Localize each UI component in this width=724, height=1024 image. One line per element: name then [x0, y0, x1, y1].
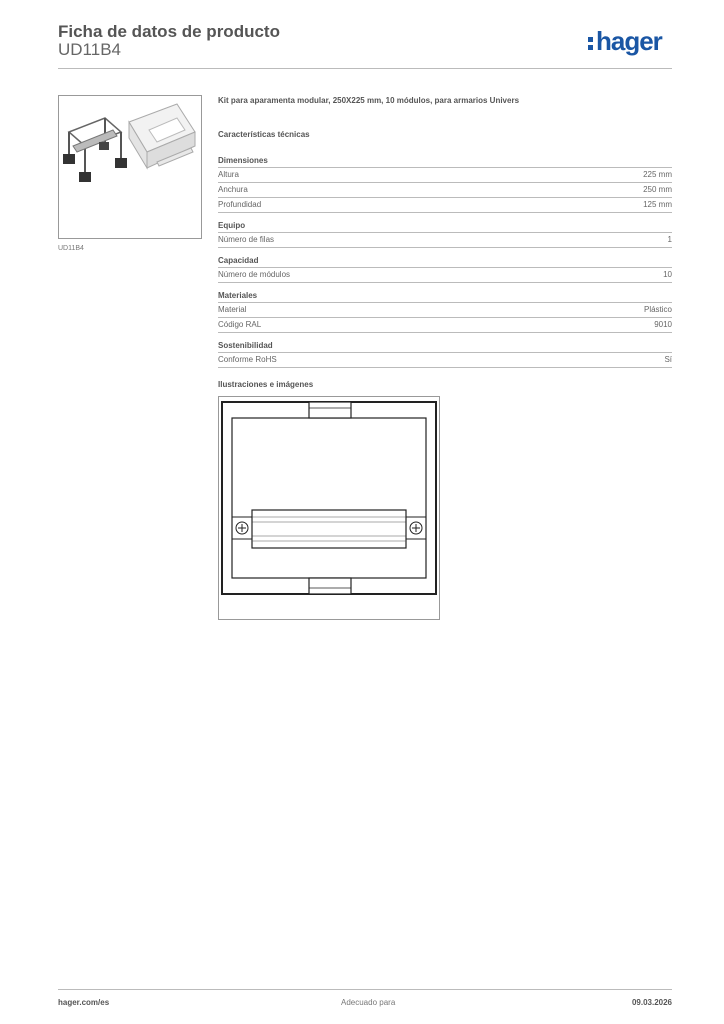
- illustrations-heading: Ilustraciones e imágenes: [218, 380, 314, 389]
- spec-column: [218, 96, 672, 620]
- spec-value: 1: [667, 235, 672, 244]
- spec-value: 250 mm: [643, 185, 672, 194]
- footer-website-link[interactable]: hager.com/es: [58, 998, 110, 1007]
- product-photo: [58, 95, 202, 239]
- spec-group-materials: [218, 291, 672, 333]
- spec-row: [218, 268, 672, 283]
- spec-group-title: Materiales: [218, 291, 672, 303]
- footer-date: 09.03.2026: [631, 998, 672, 1007]
- spec-row: [218, 198, 672, 213]
- spec-label: Número de módulos: [218, 270, 291, 279]
- spec-group-title: Sostenibilidad: [218, 341, 672, 353]
- spec-row: [218, 303, 672, 318]
- logo-text: hager: [596, 26, 662, 56]
- product-description: Kit para aparamenta modular, 250X225 mm, 10 módulos, para armarios Univers: [218, 96, 520, 105]
- header-divider: [58, 68, 672, 69]
- product-photo-caption: UD11B4: [58, 245, 84, 252]
- spec-row: [218, 233, 672, 248]
- technical-drawing: [218, 396, 440, 620]
- spec-group-title: Capacidad: [218, 256, 672, 268]
- footer-center-text: Adecuado para: [341, 998, 396, 1007]
- spec-value: Plástico: [643, 305, 672, 314]
- spec-label: Anchura: [218, 185, 248, 194]
- product-kit-image: [59, 96, 201, 238]
- spec-label: Altura: [218, 170, 239, 179]
- spec-group-equipment: [218, 221, 672, 248]
- spec-group-dimensions: [218, 156, 672, 213]
- spec-label: Conforme RoHS: [218, 355, 277, 364]
- spec-row: [218, 183, 672, 198]
- spec-value: Sí: [664, 355, 672, 364]
- spec-label: Profundidad: [218, 200, 262, 209]
- spec-heading: Características técnicas: [218, 130, 310, 139]
- spec-label: Material: [218, 305, 247, 314]
- spec-group-title: Equipo: [218, 221, 672, 233]
- footer-divider: [58, 989, 672, 990]
- page-title: Ficha de datos de producto: [58, 22, 280, 41]
- spec-group-capacity: [218, 256, 672, 283]
- spec-group-sustainability: [218, 341, 672, 368]
- spec-row: [218, 168, 672, 183]
- logo-dots-icon: [588, 34, 594, 51]
- product-code: UD11B4: [58, 40, 121, 59]
- spec-value: 225 mm: [643, 170, 672, 179]
- spec-group-title: Dimensiones: [218, 156, 672, 168]
- spec-label: Código RAL: [218, 320, 262, 329]
- hager-logo: [588, 26, 662, 57]
- spec-value: 10: [663, 270, 672, 279]
- spec-label: Número de filas: [218, 235, 275, 244]
- spec-value: 9010: [654, 320, 672, 329]
- front-view-drawing: [219, 397, 439, 619]
- spec-row: [218, 353, 672, 368]
- spec-row: [218, 318, 672, 333]
- spec-value: 125 mm: [643, 200, 672, 209]
